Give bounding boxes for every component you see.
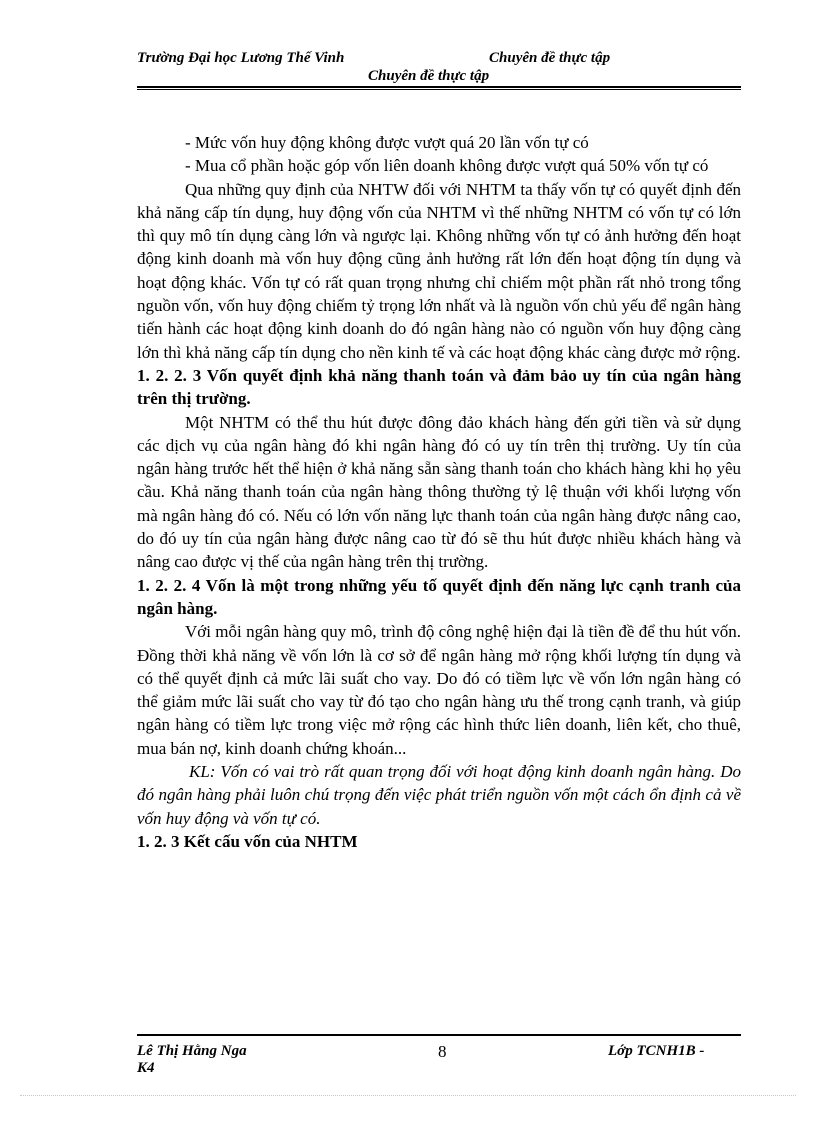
page-number: 8	[438, 1042, 447, 1061]
header-center-title: Chuyên đề thực tập	[368, 68, 490, 84]
header-rule-thick	[137, 86, 741, 88]
paragraph-liquidity: Một NHTM có thể thu hút được đông đảo khách hàng đến gửi tiền và sử dụng các dịch vụ của ngân hàng đó khi ngân hàng đó có uy tín trên thị trường. Uy tín của ngân hàng trước hết thể hiện ở khả năng sẵn sàng thanh toán cho khách hàng khi họ yêu cầu. Khả năng thanh toán của ngân hàng thông thường tỷ lệ thuận với khối lượng vốn mà ngân hàng đó có. Nếu có lớn vốn năng lực thanh toán của ngân hàng được nâng cao, do đó uy tín của ngân hàng được nâng cao từ đó sẽ thu hút được nhiều khách hàng và nâng cao được vị thế của ngân hàng trên thị trường.	[137, 412, 741, 572]
heading-1-2-2-4: 1. 2. 2. 4 Vốn là một trong những yếu tố quyết định đến năng lực cạnh tranh của ngân hàng.	[137, 575, 741, 618]
heading-1-2-3: 1. 2. 3 Kết cấu vốn của NHTM	[137, 831, 358, 851]
footer-rule	[137, 1034, 741, 1036]
footer-author: Lê Thị Hằng Nga	[137, 1043, 247, 1059]
header-school: Trường Đại học Lương Thế Vinh	[137, 50, 345, 66]
bullet-share-limit: - Mua cổ phần hoặc góp vốn liên doanh không được vượt quá 50% vốn tự có	[185, 156, 709, 176]
paragraph-equity-role: Qua những quy định của NHTW đối với NHTM ta thấy vốn tự có quyết định đến khả năng cấp tín dụng, huy động vốn của NHTM vì thế những NHTM có vốn tự có lớn thì quy mô tín dụng càng lớn và ngược lại. Không những vốn tự có ảnh hưởng đến hoạt động kinh doanh mà vốn huy động cũng ảnh hưởng rất lớn đến hoạt động tín dụng và hoạt động khác. Vốn tự có rất quan trọng nhưng chỉ chiếm một phần rất nhỏ trong tổng nguồn vốn, vốn huy động chiếm tỷ trọng lớn nhất và là nguồn vốn chủ yếu để ngân hàng tiến hành các hoạt động kinh doanh do đó ngân hàng nào có nguồn vốn huy động càng lớn thì khả năng cấp tín dụng cho nền kinh tế và các hoạt động khác càng được mở rộng.	[137, 179, 741, 362]
bullet-capital-limit: - Mức vốn huy động không được vượt quá 20 lần vốn tự có	[185, 133, 589, 152]
heading-1-2-2-3: 1. 2. 2. 3 Vốn quyết định khả năng thanh toán và đảm bảo uy tín của ngân hàng trên thị trường.	[137, 365, 741, 409]
paragraph-competition: Với mỗi ngân hàng quy mô, trình độ công nghệ hiện đại là tiền đề để thu hút vốn. Đồng thời khả năng về vốn lớn là cơ sở để ngân hàng mở rộng khối lượng tín dụng và có thể quyết định cả mức lãi suất cho vay. Do đó có tiềm lực về vốn lớn ngân hàng có thể giảm mức lãi suất cho vay từ đó tạo cho ngân hàng ưu thế trong cạnh tranh, và giúp ngân hàng có tiềm lực trong việc mở rộng các hình thức liên doanh, liên kết, cho thuê, mua bán nợ, kinh doanh chứng khoán...	[137, 622, 741, 758]
page-edge-dotted-line	[20, 1095, 796, 1096]
conclusion-paragraph: KL: Vốn có vai trò rất quan trọng đối với hoạt động kinh doanh ngân hàng. Do đó ngân hàng phải luôn chú trọng đến việc phát triển nguồn vốn một cách ổn định cả về vốn huy động và vốn tự có.	[137, 762, 741, 828]
footer-suffix: K4	[137, 1060, 155, 1076]
page-body	[137, 131, 741, 853]
footer-class: Lớp TCNH1B -	[608, 1043, 705, 1059]
header-right-title: Chuyên đề thực tập	[489, 50, 611, 66]
header-rule-thin	[137, 89, 741, 90]
